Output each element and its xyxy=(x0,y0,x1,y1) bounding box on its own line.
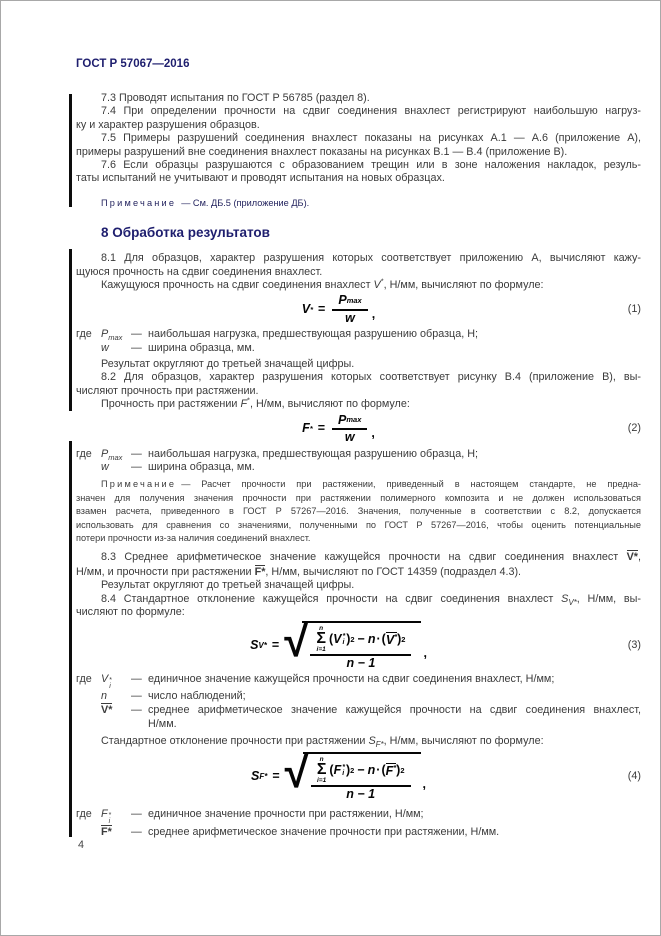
fraction: P max w xyxy=(332,294,367,325)
math-symbol: * xyxy=(342,763,345,771)
square-root: √ n Σ i=1 ( F * i ) 2 − n · ( F* ) 2 n − 1 xyxy=(285,752,421,801)
math-symbol: * xyxy=(263,641,267,651)
note-line: взамен расчета, приведенного в ГОСТ Р 57267—2016. Значения, полученные в соответствии с 8.2, допускается xyxy=(76,506,641,517)
math-symbol: w xyxy=(101,341,109,354)
math-symbol: F xyxy=(302,421,310,436)
formula-3 xyxy=(76,617,641,671)
sum-lower-limit: i=1 xyxy=(317,777,327,785)
radical-glyph: √ xyxy=(284,748,309,798)
math-symbol: w xyxy=(344,430,355,445)
math-symbol: * xyxy=(342,632,346,640)
paren: ( xyxy=(381,632,386,647)
note-block xyxy=(76,478,641,545)
text-run: Стандартное отклонение прочности при растяжении xyxy=(101,734,366,747)
math-symbol: w xyxy=(345,310,355,325)
sum-lower-limit: i=1 xyxy=(316,646,326,654)
where-word: где xyxy=(76,807,92,820)
paragraph-line xyxy=(76,565,641,579)
sup-sub-stack xyxy=(109,678,112,690)
paragraph-line xyxy=(76,593,641,606)
math-subscript: max xyxy=(108,333,123,343)
paragraph-line: 7.6 Если образцы разрушаются с образованием трещин или в зоне наложения накладок, резуль- xyxy=(101,159,641,172)
dash: — xyxy=(131,341,142,354)
paragraph-line: щуюся прочность на сдвиг соединения внахлест. xyxy=(76,265,323,278)
radical-glyph: √ xyxy=(284,617,309,667)
sigma-glyph: Σ xyxy=(316,761,327,779)
math-symbol: F xyxy=(101,807,108,820)
text-run: , Н/мм, вычисляют по ГОСТ 14359 (подраздел 4.3). xyxy=(265,565,522,578)
summation xyxy=(317,757,327,784)
math-symbol: i xyxy=(342,638,345,646)
math-symbol: V xyxy=(258,641,264,651)
math-subscript: max xyxy=(108,452,123,462)
denominator: n − 1 xyxy=(346,787,376,802)
where-definition: единичное значение кажущейся прочности на сдвиг соединения внахлест, Н/мм; xyxy=(148,672,555,685)
paragraph-line: ку и характер разрушения образцов. xyxy=(76,118,260,131)
dash: — xyxy=(131,704,142,717)
text-run: , Н/мм, вычисляют по формуле: xyxy=(383,279,544,292)
formula-number: (2) xyxy=(627,422,641,435)
note-text: — Расчет прочности при растяжении, приведенный в настоящем стандарте, не предна- xyxy=(181,479,641,490)
sum-upper-limit: n xyxy=(319,756,324,764)
math-superscript: * xyxy=(380,276,384,286)
where-row xyxy=(76,808,641,825)
where-symbol xyxy=(101,342,131,355)
where-symbol xyxy=(101,808,131,825)
math-symbol: P xyxy=(338,293,347,308)
dot-operator: · xyxy=(376,763,381,778)
math-symbol: n xyxy=(101,689,108,702)
math-symbol: V xyxy=(385,633,395,648)
fraction: P max w xyxy=(332,414,367,445)
formula-2 xyxy=(76,414,641,445)
where-row xyxy=(76,448,641,461)
where-symbol xyxy=(101,328,131,341)
square-root: √ n Σ i=1 ( V * i ) 2 − n · ( V* ) 2 n − 1 xyxy=(284,621,421,670)
where-row xyxy=(76,328,641,341)
math-mean-symbol xyxy=(101,703,112,716)
paragraph-line xyxy=(76,735,641,748)
where-definition: наибольшая нагрузка, предшествующая разрушению образца, Н; xyxy=(148,447,479,460)
note-line xyxy=(76,478,641,491)
math-mean-symbol xyxy=(386,763,397,778)
dash: — xyxy=(131,672,142,685)
formula-number: (4) xyxy=(627,770,641,783)
minus-sign: − xyxy=(357,632,365,647)
where-definition-line: Н/мм. xyxy=(148,717,177,730)
paren: ) xyxy=(397,632,402,647)
math-superscript: * xyxy=(247,395,250,405)
math-symbol: V xyxy=(301,302,311,317)
math-symbol: i xyxy=(109,682,111,690)
where-definition-line: среднее арифметическое значение кажущейся прочности на сдвиг соединения внахлест, xyxy=(148,704,641,717)
formula-body: F * = P max w , xyxy=(302,412,375,445)
formula-body xyxy=(76,748,601,802)
where-symbol xyxy=(101,461,131,474)
note-line: значен для получения значения прочности при растяжении полимерного композита и не должен использоваться xyxy=(76,492,641,503)
math-symbol: F xyxy=(375,740,381,750)
comma: , xyxy=(371,426,375,441)
math-symbol: F xyxy=(333,763,342,778)
sup-sub-stack xyxy=(342,765,345,777)
sigma-glyph: Σ xyxy=(316,630,326,648)
math-symbol: P xyxy=(101,447,109,460)
dash: — xyxy=(131,807,142,820)
formula-body xyxy=(76,617,601,671)
note-text: — См. ДБ.5 (приложение ДБ). xyxy=(181,197,310,208)
document-header: ГОСТ Р 57067—2016 xyxy=(76,58,190,70)
paragraph-line: таты испытаний не учитывают и проводят испытания на новых образцах. xyxy=(76,172,445,185)
text-run: 8.3 Среднее арифметическое значение кажущейся прочности на сдвиг соединения внахлест xyxy=(101,551,619,564)
where-symbol xyxy=(101,703,131,717)
where-symbol xyxy=(101,448,131,461)
math-symbol: F xyxy=(259,772,265,782)
math-symbol: V xyxy=(568,597,574,607)
formula-number: (3) xyxy=(627,639,641,652)
comma: , xyxy=(371,306,376,321)
where-definition: число наблюдений; xyxy=(148,689,246,702)
paragraph-line xyxy=(76,276,641,292)
text-run: , Н/мм, вычисляют по формуле: xyxy=(249,398,410,411)
section-heading: 8 Обработка результатов xyxy=(101,225,270,241)
equals-sign: = xyxy=(272,769,280,784)
math-symbol: S xyxy=(561,592,569,605)
paragraph-line: числяют прочность при растяжении. xyxy=(76,384,259,397)
formula-4 xyxy=(76,748,641,802)
paragraph-line: Результат округляют до третьей значащей цифры. xyxy=(101,358,355,371)
paren: ( xyxy=(381,763,386,778)
where-symbol xyxy=(101,825,131,839)
comma: , xyxy=(422,777,426,792)
minus-sign: − xyxy=(357,763,365,778)
math-symbol: i xyxy=(342,769,345,777)
paren: ) xyxy=(396,763,401,778)
math-symbol: F xyxy=(385,764,394,779)
math-symbol: S xyxy=(250,638,259,653)
equals-sign: = xyxy=(317,421,326,436)
where-definition: ширина образца, мм. xyxy=(148,460,255,473)
paren: ) xyxy=(345,763,351,778)
math-symbol: F xyxy=(240,398,248,411)
dash: — xyxy=(131,460,142,473)
comma: , xyxy=(423,646,427,661)
sum-upper-limit: n xyxy=(319,625,324,633)
formula-1 xyxy=(76,294,641,325)
math-symbol: V xyxy=(373,279,381,292)
where-word: где xyxy=(76,328,92,341)
text-run: , xyxy=(638,551,641,564)
equals-sign: = xyxy=(271,638,280,653)
math-symbol: * xyxy=(264,772,268,782)
paren: ( xyxy=(328,632,334,647)
math-symbol: i xyxy=(108,817,111,825)
change-bar xyxy=(69,249,72,411)
text-run: 8.4 Стандартное отклонение кажущейся прочности на сдвиг соединения внахлест xyxy=(101,592,554,605)
dash: — xyxy=(131,825,142,838)
equals-sign: = xyxy=(318,302,326,317)
paragraph-line xyxy=(76,395,641,411)
where-definition: среднее арифметическое значение прочности при растяжении, Н/мм. xyxy=(148,825,500,838)
note-label: Примечание xyxy=(101,197,177,208)
text-run: Н/мм, и прочности при растяжении xyxy=(76,565,252,578)
math-symbol: P xyxy=(338,412,347,427)
where-row xyxy=(76,825,641,839)
math-subscript xyxy=(376,740,384,749)
dash: — xyxy=(131,447,142,460)
paragraph-line: примеры разрушений вне соединения внахлест показаны на рисунках В.1 — В.4 (приложение В). xyxy=(76,145,568,158)
sup-sub-stack xyxy=(109,813,112,825)
note-label: Примечание xyxy=(101,479,177,490)
math-superscript: * xyxy=(394,632,398,642)
math-symbol: * xyxy=(380,740,384,750)
math-symbol: n xyxy=(367,632,376,647)
where-row xyxy=(76,461,641,474)
math-symbol: S xyxy=(368,734,376,747)
math-symbol: V* xyxy=(626,551,638,564)
note-line xyxy=(76,197,641,210)
paragraph-line: 8.2 Для образцов, характер разрушения которых соответствует рисунку В.4 (приложение В), вы- xyxy=(101,371,641,384)
math-symbol: w xyxy=(101,460,109,473)
where-symbol xyxy=(101,673,131,690)
text-run: Прочность при растяжении xyxy=(101,398,238,411)
text-run: , Н/мм, вы- xyxy=(576,592,642,605)
sup-sub-stack xyxy=(342,634,345,646)
dash: — xyxy=(131,689,142,702)
where-row xyxy=(76,673,641,690)
math-symbol: V xyxy=(333,632,342,647)
formula-number: (1) xyxy=(627,303,641,316)
page-content xyxy=(76,1,641,839)
paragraph-line: 7.3 Проводят испытания по ГОСТ Р 56785 (раздел 8). xyxy=(101,92,370,104)
where-word: где xyxy=(76,672,92,685)
page-number: 4 xyxy=(78,839,85,851)
math-mean-symbol xyxy=(386,632,397,647)
paragraph-line: Результат округляют до третьей значащей цифры. xyxy=(101,579,355,592)
text-run: , Н/мм, вычисляют по формуле: xyxy=(383,734,544,747)
change-bar xyxy=(69,441,72,837)
change-bar xyxy=(69,94,72,207)
math-mean-symbol xyxy=(255,565,266,578)
where-row xyxy=(76,690,641,703)
paragraph-line: 7.5 Примеры разрушений соединения внахлест показаны на рисунках А.1 — А.6 (приложение А), xyxy=(101,132,641,145)
where-word: где xyxy=(76,447,92,460)
math-symbol: V* xyxy=(101,704,113,717)
where-definition: ширина образца, мм. xyxy=(148,341,255,354)
summation xyxy=(316,626,326,653)
math-mean-symbol xyxy=(627,550,638,563)
dash: — xyxy=(131,328,142,341)
math-symbol: V xyxy=(101,672,109,685)
where-definition: наибольшая нагрузка, предшествующая разрушению образца, Н; xyxy=(148,328,479,341)
paragraph-line: числяют по формуле: xyxy=(76,605,185,618)
where-row xyxy=(76,342,641,355)
math-symbol: * xyxy=(573,597,577,607)
math-symbol: * xyxy=(108,811,112,819)
where-symbol xyxy=(101,690,131,703)
where-definition xyxy=(148,704,641,731)
dot-operator: · xyxy=(376,632,381,647)
paragraph-line: 8.1 Для образцов, характер разрушения которых соответствует приложению А, вычисляют кажу- xyxy=(101,252,641,265)
text-run: Кажущуюся прочность на сдвиг соединения внахлест xyxy=(101,279,371,292)
math-symbol: S xyxy=(250,769,260,784)
math-subscript xyxy=(568,598,576,607)
where-definition: единичное значение прочности при растяжении, Н/мм; xyxy=(148,807,424,820)
math-symbol: n xyxy=(367,763,376,778)
paragraph-line: 7.4 При определении прочности на сдвиг соединения внахлест регистрируют наибольшую нагруз- xyxy=(101,105,641,118)
paren: ) xyxy=(346,632,351,647)
note-line: потери прочности из-за наличия соединений внахлест. xyxy=(76,532,311,543)
math-superscript: * xyxy=(393,763,397,773)
math-mean-symbol xyxy=(101,825,112,838)
math-symbol: F* xyxy=(254,565,266,578)
paren: ( xyxy=(329,763,334,778)
denominator: n − 1 xyxy=(346,656,376,671)
paragraph-line xyxy=(76,550,641,564)
where-row xyxy=(76,703,641,731)
math-symbol: * xyxy=(109,676,112,684)
math-symbol: F* xyxy=(101,825,112,838)
note-line: использовать для сравнения со значениями, полученными по ГОСТ Р 57267—2016, чтобы оценить потенциальные xyxy=(76,519,641,530)
math-symbol: P xyxy=(101,328,109,341)
formula-body: V * = P max w , xyxy=(301,293,376,325)
